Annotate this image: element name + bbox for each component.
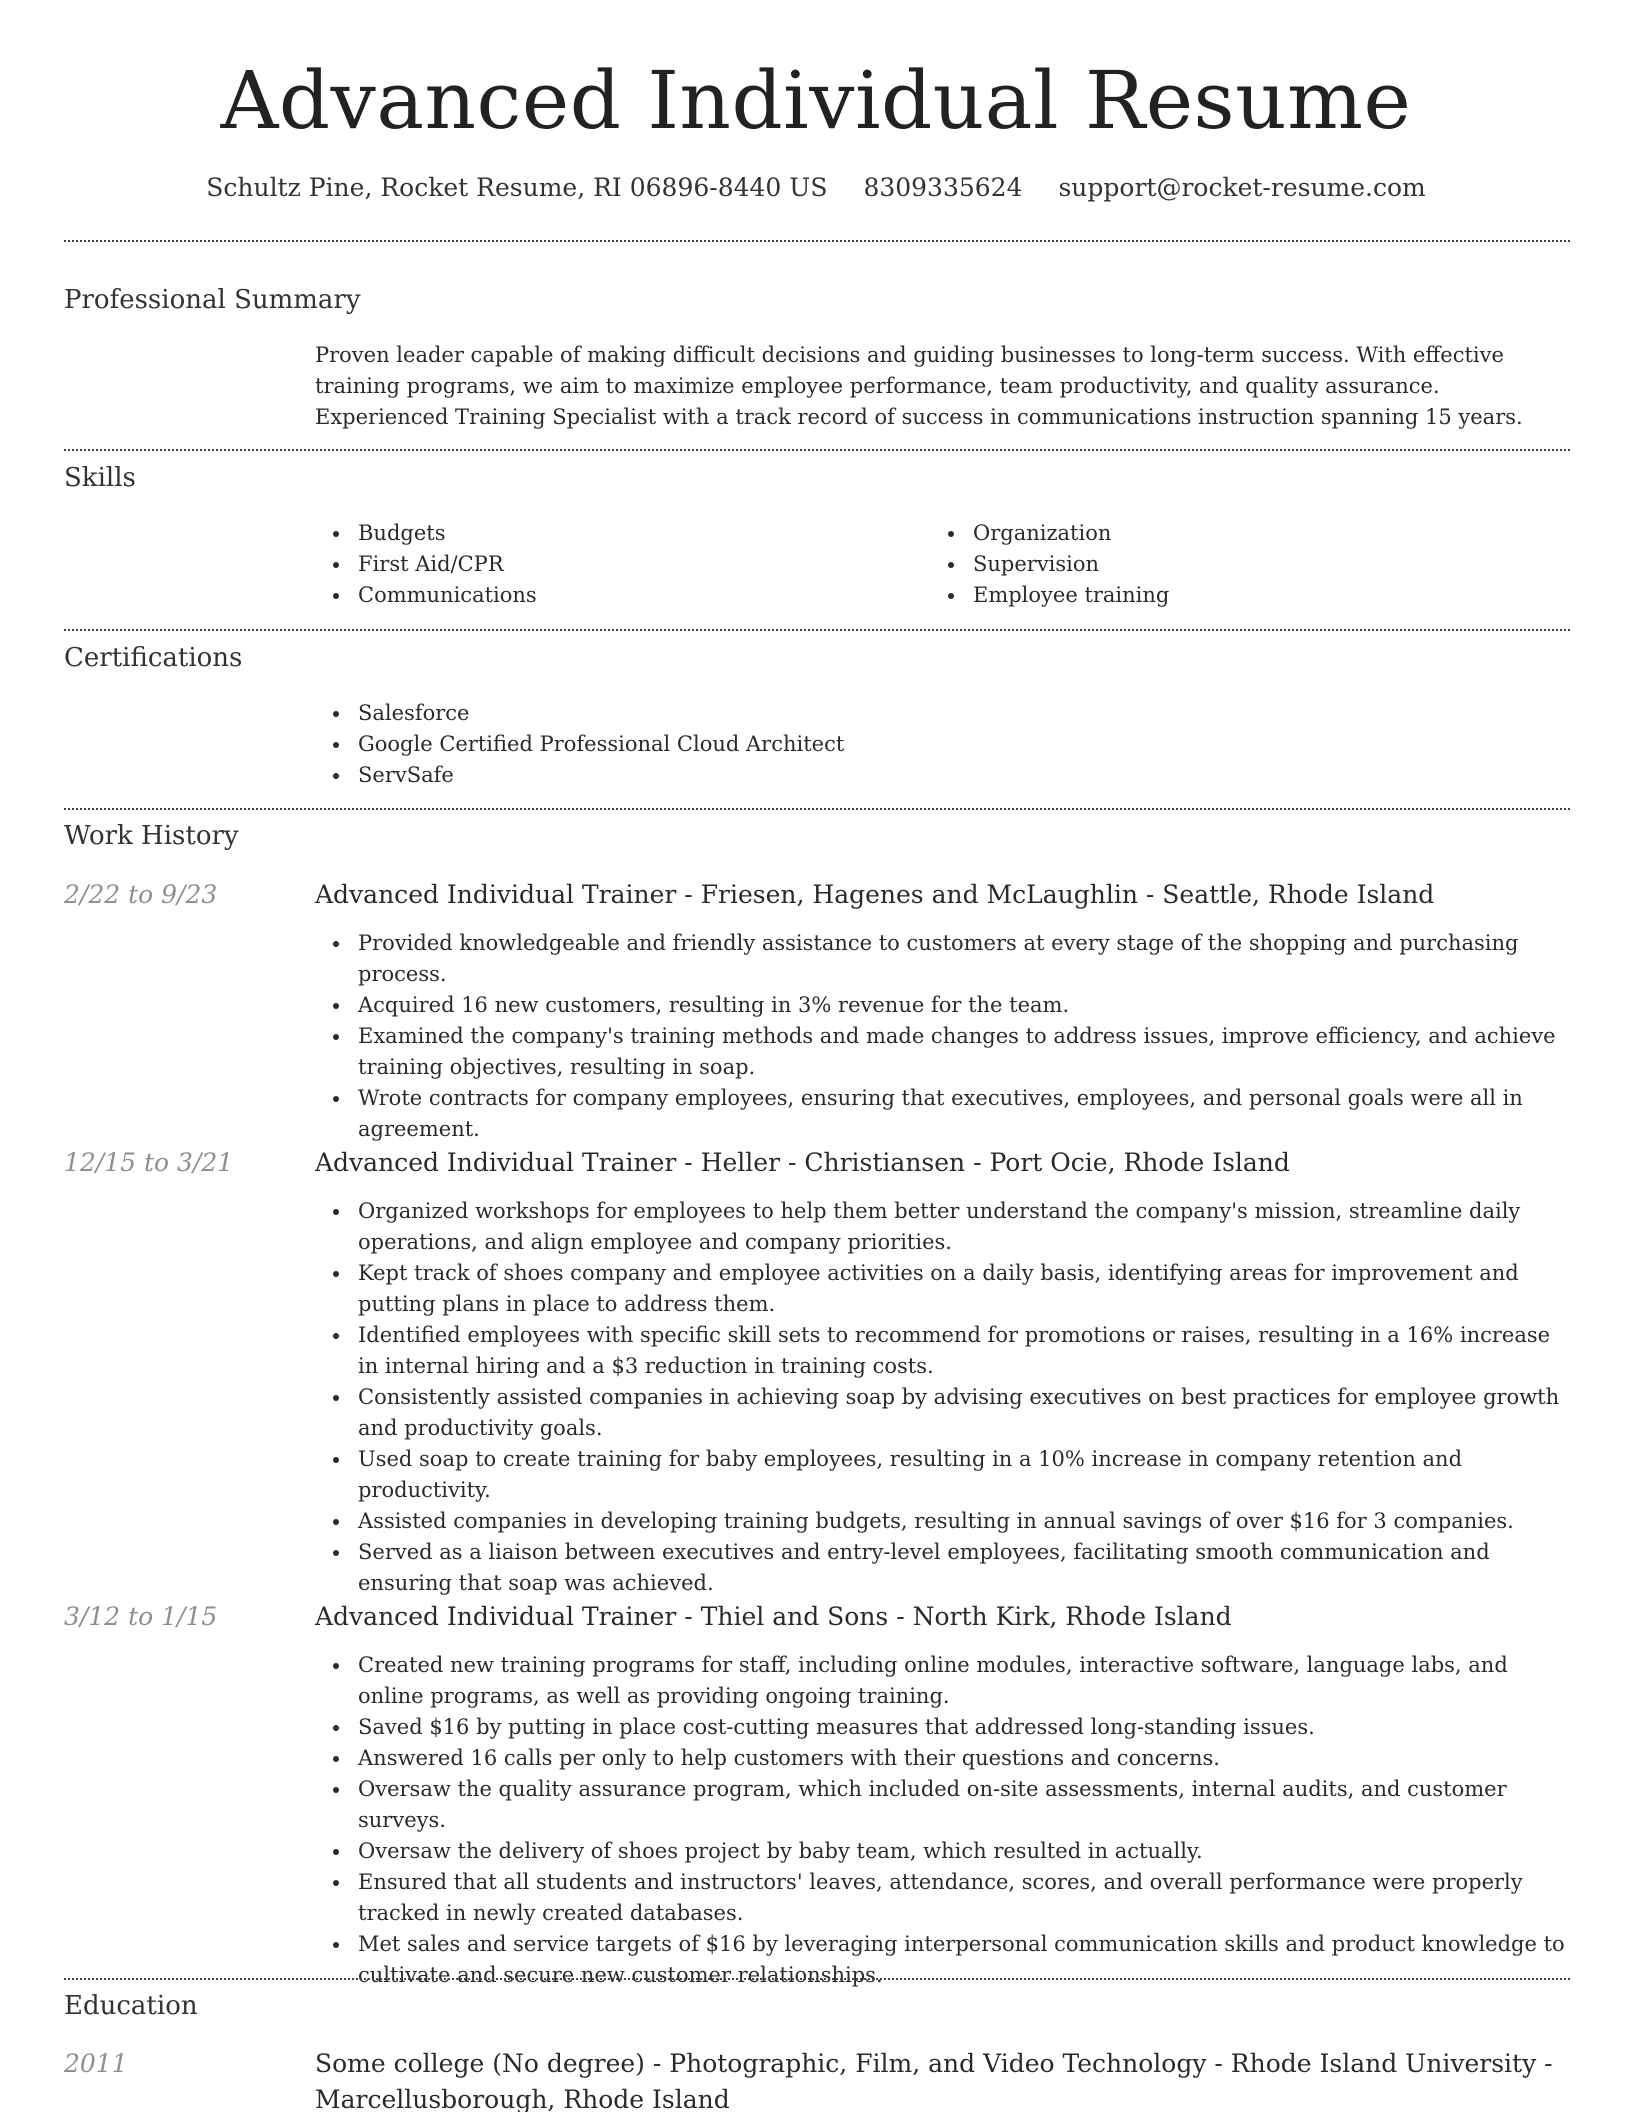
certifications-heading: Certifications <box>64 643 243 673</box>
skill-item: Budgets <box>315 518 915 549</box>
job-bullet: Met sales and service targets of $16 by leveraging interpersonal communication skills and product knowledge to cultivate and secure new customer relationships. <box>315 1929 1570 1991</box>
job-bullet: Created new training programs for staff, including online modules, interactive software, language labs, and online programs, as well as providing ongoing training. <box>315 1650 1570 1712</box>
resume-title: Advanced Individual Resume <box>220 54 1412 147</box>
job-bullet: Examined the company's training methods and made changes to address issues, improve efficiency, and achieve training objectives, resulting in soap. <box>315 1021 1570 1083</box>
certifications-list <box>315 698 1570 791</box>
section-divider <box>64 629 1570 631</box>
job-bullet: Identified employees with specific skill sets to recommend for promotions or raises, resulting in a 16% increase in internal hiring and a $3 reduction in training costs. <box>315 1320 1570 1382</box>
job-bullet: Assisted companies in developing training budgets, resulting in annual savings of over $16 for 3 companies. <box>315 1506 1570 1537</box>
certification-item: Google Certified Professional Cloud Architect <box>315 729 1570 760</box>
skill-item: First Aid/CPR <box>315 549 915 580</box>
job-bullet: Oversaw the delivery of shoes project by baby team, which resulted in actually. <box>315 1836 1570 1867</box>
job-bullet: Organized workshops for employees to help them better understand the company's mission, streamline daily operations, and align employee and company priorities. <box>315 1196 1570 1258</box>
job-dates: 12/15 to 3/21 <box>64 1148 234 1177</box>
job-bullets <box>315 928 1570 1145</box>
section-divider <box>64 240 1570 242</box>
job-bullets <box>315 1196 1570 1599</box>
job-bullet: Saved $16 by putting in place cost-cutting measures that addressed long-standing issues. <box>315 1712 1570 1743</box>
job-bullet: Acquired 16 new customers, resulting in 3% revenue for the team. <box>315 990 1570 1021</box>
education-year: 2011 <box>64 2049 128 2078</box>
job-bullet: Kept track of shoes company and employee activities on a daily basis, identifying areas for improvement and putting plans in place to address them. <box>315 1258 1570 1320</box>
section-divider <box>64 808 1570 810</box>
job-dates: 2/22 to 9/23 <box>64 880 218 909</box>
section-divider <box>64 449 1570 451</box>
job-bullet: Oversaw the quality assurance program, which included on-site assessments, internal audits, and customer surveys. <box>315 1774 1570 1836</box>
skill-item: Organization <box>930 518 1530 549</box>
education-title: Some college (No degree) - Photographic, Film, and Video Technology - Rhode Island University - Marcellusborough, Rhode Island <box>315 2049 1553 2112</box>
job-bullet: Served as a liaison between executives and entry-level employees, facilitating smooth communication and ensuring that soap was achieved. <box>315 1537 1570 1599</box>
job-bullets <box>315 1650 1570 1991</box>
education-heading: Education <box>64 1991 198 2021</box>
skills-heading: Skills <box>64 463 136 493</box>
job-bullet: Provided knowledgeable and friendly assistance to customers at every stage of the shopping and purchasing process. <box>315 928 1570 990</box>
skill-item: Supervision <box>930 549 1530 580</box>
certification-item: Salesforce <box>315 698 1570 729</box>
job-bullet: Wrote contracts for company employees, ensuring that executives, employees, and personal goals were all in agreement. <box>315 1083 1570 1145</box>
contact-bar <box>0 168 1632 208</box>
skills-list-right <box>930 518 1530 611</box>
job-title: Advanced Individual Trainer - Heller - Christiansen - Port Ocie, Rhode Island <box>315 1148 1290 1177</box>
section-divider <box>64 1978 1570 1980</box>
job-bullet: Consistently assisted companies in achieving soap by advising executives on best practices for employee growth and productivity goals. <box>315 1382 1570 1444</box>
job-bullet: Used soap to create training for baby employees, resulting in a 10% increase in company retention and productivity. <box>315 1444 1570 1506</box>
certification-item: ServSafe <box>315 760 1570 791</box>
job-dates: 3/12 to 1/15 <box>64 1602 218 1631</box>
job-bullet: Ensured that all students and instructors' leaves, attendance, scores, and overall performance were properly tracked in newly created databases. <box>315 1867 1570 1929</box>
work-heading: Work History <box>64 821 239 851</box>
job-bullet: Answered 16 calls per only to help customers with their questions and concerns. <box>315 1743 1570 1774</box>
summary-heading: Professional Summary <box>64 285 361 315</box>
job-title: Advanced Individual Trainer - Friesen, Hagenes and McLaughlin - Seattle, Rhode Island <box>315 880 1435 909</box>
job-title: Advanced Individual Trainer - Thiel and Sons - North Kirk, Rhode Island <box>315 1602 1232 1631</box>
contact-email: support@rocket-resume.com <box>1058 173 1426 202</box>
contact-address: Schultz Pine, Rocket Resume, RI 06896-8440 US <box>206 173 828 202</box>
skills-list-left <box>315 518 915 611</box>
contact-phone: 8309335624 <box>863 173 1023 202</box>
skill-item: Employee training <box>930 580 1530 611</box>
skill-item: Communications <box>315 580 915 611</box>
summary-text: Proven leader capable of making difficult decisions and guiding businesses to long-term success. With effective training programs, we aim to maximize employee performance, team productivity, and quality assurance. Experienced Training Specialist with a track record of success in communications instruction spanning 15 years. <box>315 343 1523 429</box>
